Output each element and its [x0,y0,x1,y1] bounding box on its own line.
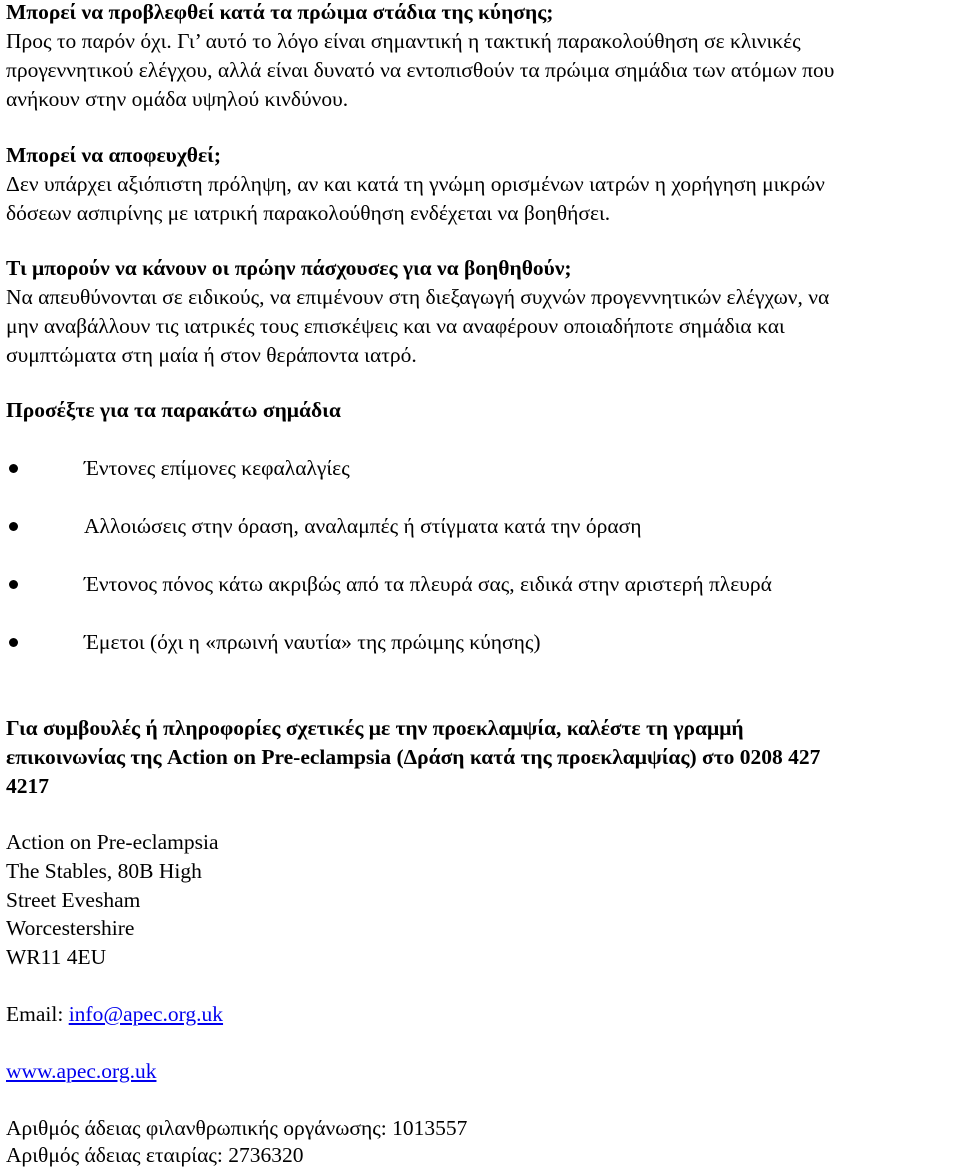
bullet-icon [9,522,18,531]
address-line: Action on Pre-eclampsia [6,830,219,854]
address-line: Street Evesham [6,888,141,912]
company-number: Αριθμός άδειας εταιρίας: 2736320 [6,1143,304,1167]
section-text-line: μην αναβάλλουν τις ιατρικές τους επισκέψεις και να αναφέρουν οποιαδήποτε σημάδια και [6,314,785,338]
bullet-icon [9,638,18,647]
section-heading-prevention: Μπορεί να αποφευχθεί; [6,143,221,167]
section-text-line: δόσεων ασπιρίνης με ιατρική παρακολούθηση ενδέχεται να βοηθήσει. [6,201,611,225]
section-heading-former-patients: Τι μπορούν να κάνουν οι πρώην πάσχουσες για να βοηθηθούν; [6,256,572,280]
email-label: Email: [6,1002,69,1026]
warning-item-label: Αλλοιώσεις στην όραση, αναλαμπές ή στίγματα κατά την όραση [84,514,642,538]
bullet-icon [9,464,18,473]
section-text-line: συμπτώματα στη μαία ή στον θεράποντα ιατρό. [6,343,417,367]
warning-heading: Προσέξτε για τα παρακάτω σημάδια [6,398,341,422]
website-row [6,1057,156,1086]
section-heading-prediction: Μπορεί να προβλεφθεί κατά τα πρώιμα στάδια της κύησης; [6,0,554,24]
contact-text-line: 4217 [6,774,49,798]
section-text-line: προγεννητικού ελέγχου, αλλά είναι δυνατό να εντοπισθούν τα πρώιμα σημάδια των ατόμων που [6,58,835,82]
website-link[interactable]: www.apec.org.uk [6,1059,157,1083]
email-link[interactable]: info@apec.org.uk [68,1002,224,1026]
charity-number: Αριθμός άδειας φιλανθρωπικής οργάνωσης: 1013557 [6,1116,468,1140]
address-line: Worcestershire [6,916,135,940]
section-text-line: Δεν υπάρχει αξιόπιστη πρόληψη, αν και κατά τη γνώμη ορισμένων ιατρών η χορήγηση μικρών [6,172,825,196]
contact-text-line: Για συμβουλές ή πληροφορίες σχετικές με την προεκλαμψία, καλέστε τη γραμμή [6,716,744,740]
warning-item-label: Έντονες επίμονες κεφαλαλγίες [84,456,350,480]
section-text-line: ανήκουν στην ομάδα υψηλού κινδύνου. [6,87,349,111]
contact-text-line: επικοινωνίας της Action on Pre-eclampsia (Δράση κατά της προεκλαμψίας) στο 0208 427 [6,745,821,769]
email-row [6,1000,223,1029]
section-text-line: Προς το παρόν όχι. Γι’ αυτό το λόγο είναι σημαντική η τακτική παρακολούθηση σε κλινικές [6,29,801,53]
bullet-icon [9,580,18,589]
warning-item-label: Έμετοι (όχι η «πρωινή ναυτία» της πρώιμης κύησης) [84,630,541,654]
warning-item-label: Έντονος πόνος κάτω ακριβώς από τα πλευρά σας, ειδικά στην αριστερή πλευρά [84,572,772,596]
section-text-line: Να απευθύνονται σε ειδικούς, να επιμένουν στη διεξαγωγή συχνών προγεννητικών ελέγχων, να [6,285,830,309]
address-line: WR11 4EU [6,945,107,969]
address-line: The Stables, 80B High [6,859,202,883]
